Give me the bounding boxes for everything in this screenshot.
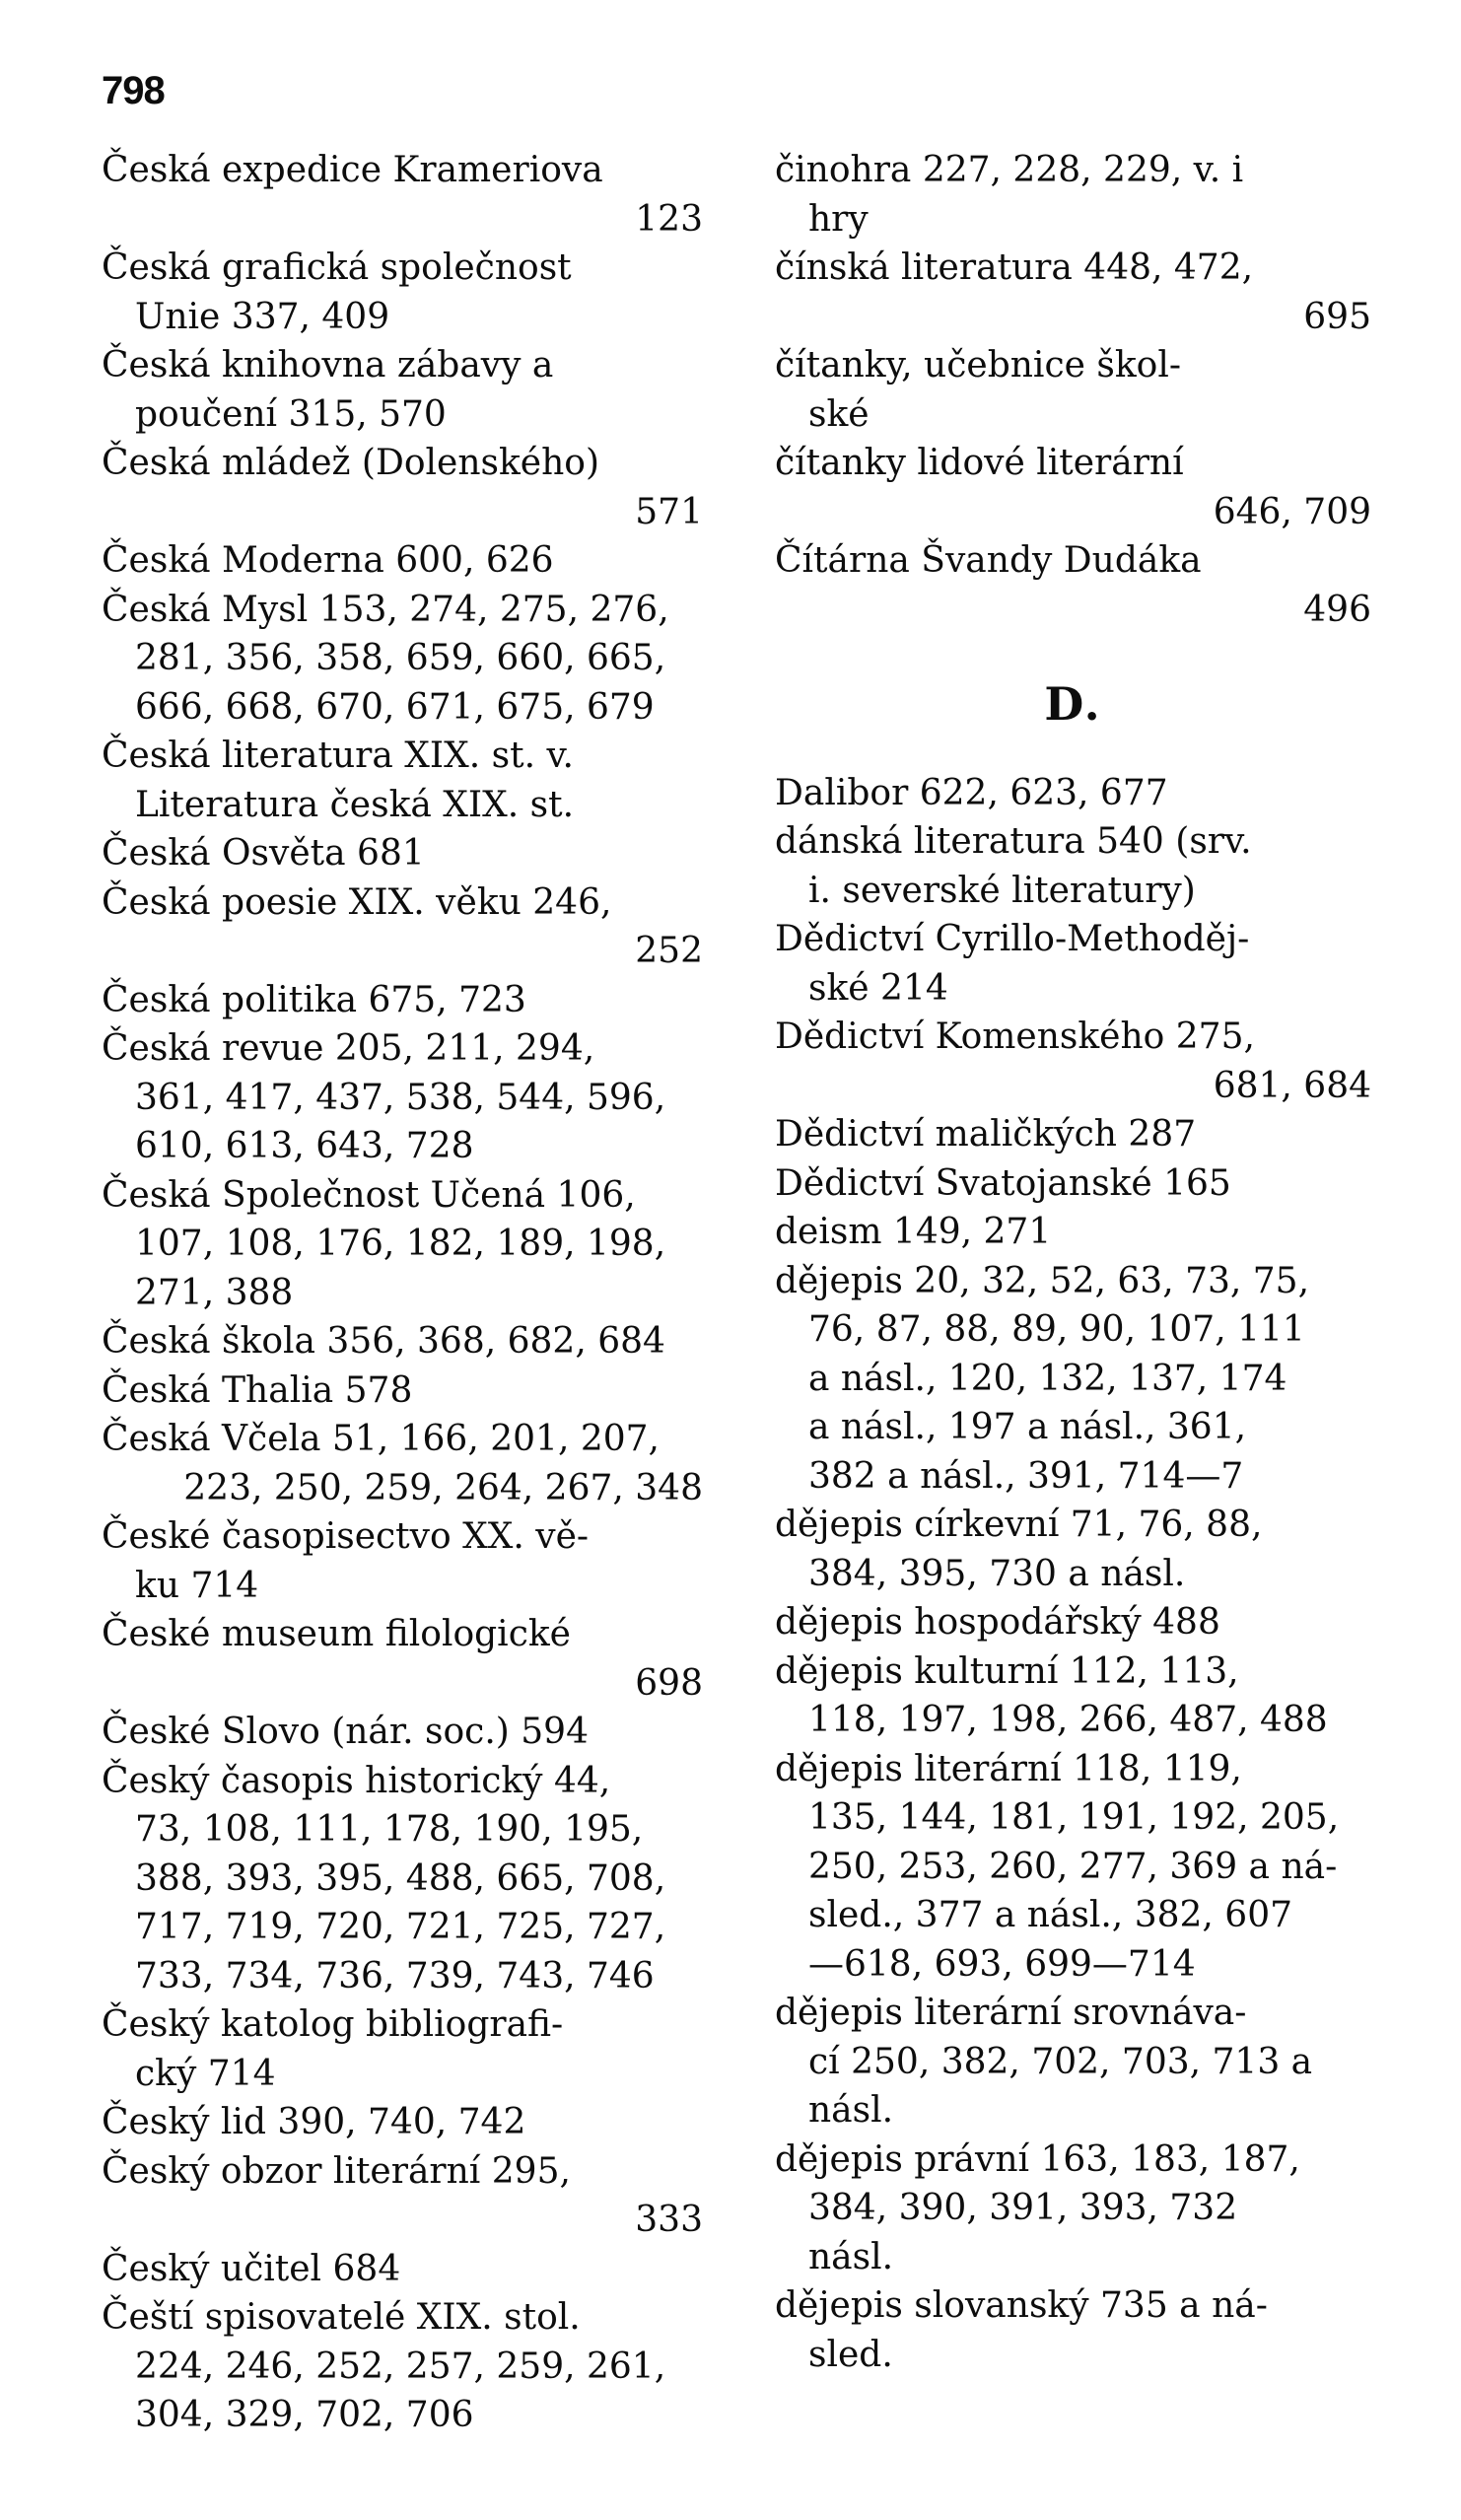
index-entry: [102, 2293, 703, 2440]
index-entry-continuation: ské 214: [808, 967, 948, 1009]
index-entry-line: Dědictví maličkých 287: [775, 1114, 1197, 1155]
index-entry: [775, 341, 1371, 439]
index-entry-continuation: 681, 684: [1213, 1065, 1371, 1106]
index-entry-continuation: 571: [635, 491, 703, 532]
index-entry: [102, 1708, 703, 1757]
index-entry-line: dějepis právní 163, 183, 187,: [775, 2138, 1300, 2180]
index-entry-continuation: Literatura česká XIX. st.: [135, 784, 575, 825]
index-entry: [775, 1598, 1371, 1647]
index-entry-line: Česká mládež (Dolenského): [102, 443, 600, 483]
index-entry: [775, 769, 1371, 818]
index-entry-continuation: 333: [635, 2200, 703, 2240]
index-entry: [102, 146, 703, 244]
index-entry-continuation: 224, 246, 252, 257, 259, 261,: [135, 2345, 666, 2387]
index-entry-continuation: ské: [808, 393, 870, 435]
index-entry-continuation: hry: [808, 198, 869, 240]
index-entry-line: činohra 227, 228, 229, v. i: [775, 150, 1244, 190]
index-entry-continuation: 733, 734, 736, 739, 743, 746: [135, 1955, 655, 1996]
index-entry: [102, 1415, 703, 1512]
index-entry-line: Česká Moderna 600, 626: [102, 540, 554, 581]
index-entry-continuation: sled., 377 a násl., 382, 607: [808, 1895, 1293, 1935]
index-entry-line: Česká Osvěta 681: [102, 833, 425, 874]
index-entries-d: [775, 769, 1371, 2380]
index-entry: [102, 2147, 703, 2245]
index-entry: [102, 1024, 703, 1171]
page-number: 798: [102, 69, 165, 112]
index-entry-continuation: 717, 719, 720, 721, 725, 727,: [135, 1907, 666, 1947]
index-entry-continuation: 610, 613, 643, 728: [135, 1126, 474, 1166]
index-entry-continuation: 76, 87, 88, 89, 90, 107, 111: [808, 1309, 1305, 1350]
index-entry-line: České Slovo (nár. soc.) 594: [102, 1712, 589, 1752]
index-entry-line: Česká revue 205, 211, 294,: [102, 1028, 595, 1069]
index-entry-line: České museum filologické: [102, 1614, 571, 1654]
index-entry-continuation: poučení 315, 570: [135, 393, 447, 435]
index-entry: [102, 439, 703, 536]
index-entry: [102, 976, 703, 1025]
index-entry-continuation: sled.: [808, 2334, 893, 2375]
index-entry-line: Česká grafická společnost: [102, 247, 572, 288]
index-entry: [102, 732, 703, 829]
index-entry-line: Česká škola 356, 368, 682, 684: [102, 1321, 665, 1362]
index-entry: [102, 2000, 703, 2098]
index-entry: [775, 2281, 1371, 2379]
index-entry-line: Český učitel 684: [102, 2248, 401, 2289]
index-entry: [102, 536, 703, 586]
index-entry: [775, 915, 1371, 1013]
index-entry: [102, 2098, 703, 2147]
index-entry: [102, 244, 703, 341]
index-entry-continuation: 271, 388: [135, 1272, 294, 1313]
index-column-left: [102, 146, 703, 2440]
index-entry-line: Česká poesie XIX. věku 246,: [102, 881, 612, 923]
index-entry-continuation: 123: [635, 198, 703, 240]
index-entry-line: Český lid 390, 740, 742: [102, 2102, 526, 2142]
index-entry-line: Česká knihovna zábavy a: [102, 345, 554, 385]
index-entry-line: dějepis hospodářský 488: [775, 1602, 1220, 1643]
index-entry-line: dějepis literární 118, 119,: [775, 1748, 1242, 1789]
index-entry-line: Česká Včela 51, 166, 201, 207,: [102, 1419, 660, 1459]
index-entry-continuation: 118, 197, 198, 266, 487, 488: [808, 1700, 1328, 1740]
index-entry-continuation: cí 250, 382, 702, 703, 713 a: [808, 2041, 1313, 2082]
section-letter-d: D.: [1044, 677, 1102, 731]
index-entry: [775, 244, 1371, 341]
index-entry-continuation: 695: [1303, 296, 1371, 337]
index-entry-line: čítanky lidové literární: [775, 443, 1184, 483]
index-entry-continuation: 252: [635, 931, 703, 971]
index-entry: [102, 878, 703, 976]
index-entry-line: Dědictví Svatojanské 165: [775, 1162, 1231, 1204]
index-entry-line: Český časopis historický 44,: [102, 1760, 611, 1801]
index-entry-continuation: 135, 144, 181, 191, 192, 205,: [808, 1797, 1340, 1838]
index-entry-line: dějepis církevní 71, 76, 88,: [775, 1505, 1263, 1545]
index-entry-continuation: Unie 337, 409: [135, 296, 390, 337]
index-entry: [775, 2135, 1371, 2282]
index-entry: [102, 1366, 703, 1416]
index-entry: [102, 341, 703, 439]
index-entry: [775, 1013, 1371, 1110]
index-entry: [775, 1745, 1371, 1990]
index-column-right: [775, 146, 1371, 2379]
index-entry-line: dánská literatura 540 (srv.: [775, 821, 1252, 862]
index-entry-line: dějepis 20, 32, 52, 63, 73, 75,: [775, 1260, 1310, 1301]
index-entry: [102, 2245, 703, 2294]
index-entry-continuation: 304, 329, 702, 706: [135, 2395, 474, 2435]
index-entry-line: Dědictví Komenského 275,: [775, 1016, 1255, 1057]
index-entry: [775, 1989, 1371, 2135]
index-entry: [775, 1501, 1371, 1598]
index-entry-line: Čeští spisovatelé XIX. stol.: [102, 2297, 581, 2338]
index-entry-continuation: 496: [1303, 589, 1371, 630]
index-entry-continuation: 107, 108, 176, 182, 189, 198,: [135, 1224, 666, 1264]
index-entry: [775, 1159, 1371, 1209]
index-entry: [775, 1208, 1371, 1257]
index-entry-line: dějepis slovanský 735 a ná-: [775, 2285, 1268, 2326]
index-entry: [102, 1512, 703, 1610]
index-entry-line: dějepis kulturní 112, 113,: [775, 1650, 1239, 1692]
index-entry-line: Česká expedice Krameriova: [102, 150, 603, 190]
index-entry-continuation: —618, 693, 699—714: [808, 1943, 1196, 1985]
index-entry-line: Český katolog bibliografi-: [102, 2004, 564, 2045]
index-entry: [775, 817, 1371, 915]
index-entry: [102, 1171, 703, 1318]
index-entry-line: Česká politika 675, 723: [102, 979, 526, 1020]
index-entry-continuation: a násl., 197 a násl., 361,: [808, 1407, 1247, 1447]
index-entry-continuation: 646, 709: [1213, 491, 1371, 532]
index-entry-line: Čítárna Švandy Dudáka: [775, 540, 1202, 581]
index-entry: [775, 146, 1371, 244]
index-entry: [102, 1317, 703, 1366]
index-entry: [775, 1647, 1371, 1745]
index-entry-continuation: cký 714: [135, 2053, 276, 2094]
index-entry-line: Česká Mysl 153, 274, 275, 276,: [102, 589, 669, 630]
index-entry-continuation: 361, 417, 437, 538, 544, 596,: [135, 1077, 666, 1118]
index-entry: [775, 536, 1371, 634]
index-entry-continuation: 388, 393, 395, 488, 665, 708,: [135, 1857, 666, 1899]
index-entry: [775, 439, 1371, 536]
index-entry-continuation: násl.: [808, 2236, 894, 2277]
index-entry-continuation: 698: [635, 1662, 703, 1704]
index-entry: [102, 829, 703, 878]
index-entry: [775, 1257, 1371, 1502]
index-entry-continuation: 281, 356, 358, 659, 660, 665,: [135, 638, 666, 678]
index-entry-line: deism 149, 271: [775, 1212, 1052, 1252]
index-entry-continuation: i. severské literatury): [808, 870, 1196, 911]
index-entry-continuation: 223, 250, 259, 264, 267, 348: [183, 1467, 703, 1508]
index-entry: [102, 1757, 703, 2001]
index-entry-continuation: a násl., 120, 132, 137, 174: [808, 1358, 1287, 1399]
index-entry-line: Český obzor literární 295,: [102, 2150, 571, 2192]
index-entry-line: čítanky, učebnice škol-: [775, 345, 1181, 385]
index-entry-continuation: 666, 668, 670, 671, 675, 679: [135, 686, 655, 728]
index-entry-continuation: 384, 390, 391, 393, 732: [808, 2188, 1238, 2228]
index-entry: [775, 1110, 1371, 1159]
index-entry-line: čínská literatura 448, 472,: [775, 247, 1254, 288]
index-entry: [102, 1610, 703, 1708]
index-entries-c: [775, 146, 1371, 634]
index-entry-continuation: 73, 108, 111, 178, 190, 195,: [135, 1809, 644, 1850]
index-entry-line: Česká literatura XIX. st. v.: [102, 735, 574, 776]
index-entry-line: Dědictví Cyrillo-Methoděj-: [775, 919, 1250, 959]
index-entry-line: Česká Společnost Učená 106,: [102, 1174, 636, 1216]
index-entry-line: Dalibor 622, 623, 677: [775, 772, 1168, 813]
index-entry-line: dějepis literární srovnáva-: [775, 1993, 1247, 2033]
index-entry: [102, 586, 703, 733]
index-entry-line: Česká Thalia 578: [102, 1369, 413, 1411]
index-entry-continuation: 250, 253, 260, 277, 369 a ná-: [808, 1846, 1338, 1887]
index-entry-continuation: násl.: [808, 2090, 894, 2131]
index-entry-line: České časopisectvo XX. vě-: [102, 1516, 590, 1557]
index-entry-continuation: 382 a násl., 391, 714—7: [808, 1455, 1244, 1497]
index-entry-continuation: 384, 395, 730 a násl.: [808, 1553, 1186, 1594]
index-entry-continuation: ku 714: [135, 1565, 259, 1606]
